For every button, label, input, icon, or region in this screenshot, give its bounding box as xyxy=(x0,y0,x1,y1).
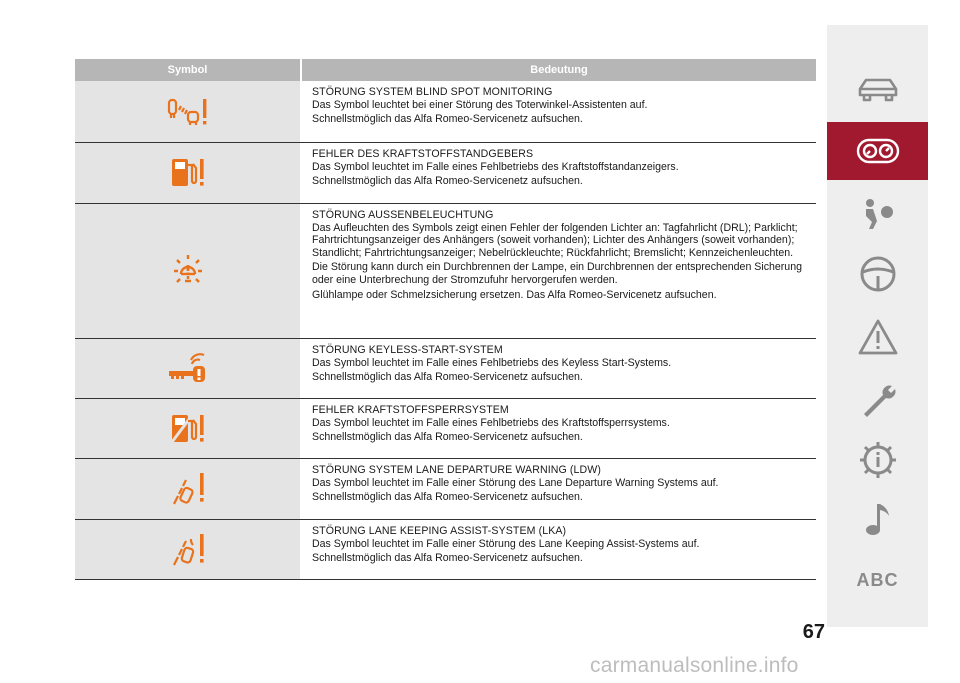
symbol-cell xyxy=(75,339,300,398)
header-meaning: Bedeutung xyxy=(302,59,816,81)
row-text: Das Symbol leuchtet im Falle eines Fehlbetriebs des Kraftstoffstandanzeigers. xyxy=(312,160,679,173)
blind-spot-failure-icon xyxy=(166,96,210,128)
sidebar-item-car[interactable] xyxy=(827,70,928,110)
warning-lights-table xyxy=(75,59,816,580)
table-row xyxy=(75,520,816,580)
description-cell xyxy=(300,81,816,142)
row-text: Schnellstmöglich das Alfa Romeo-Servicenetz aufsuchen. xyxy=(312,113,583,126)
exterior-lights-failure-icon xyxy=(168,251,208,291)
row-text: Das Aufleuchten des Symbols zeigt einen Fehler der folgenden Lichter an: Tagfahrlicht (DRL); Parklicht; Fahrtrichtungsanzeiger des Anhängers (soweit vorhanden); Lichter des Anhängers (soweit vorhanden); Standlicht; Fahrtrichtungsanzeiger; Nebelrückleuchte; Rückfahrlicht; Bremslicht; Kennzeichenleuchten. xyxy=(312,221,798,259)
sidebar-item-index[interactable] xyxy=(827,565,928,595)
table-row xyxy=(75,399,816,459)
fuel-cutoff-failure-icon xyxy=(168,412,208,446)
info-gear-icon xyxy=(857,439,899,481)
table-row xyxy=(75,143,816,204)
steering-wheel-icon xyxy=(858,254,898,294)
table-row xyxy=(75,204,816,339)
description-cell xyxy=(300,339,816,398)
symbol-cell xyxy=(75,143,300,203)
row-title: FEHLER DES KRAFTSTOFFSTANDGEBERS xyxy=(312,148,534,160)
lane-departure-failure-icon xyxy=(168,470,208,508)
row-title: STÖRUNG AUSSENBELEUCHTUNG xyxy=(312,209,494,221)
row-text: Schnellstmöglich das Alfa Romeo-Servicenetz aufsuchen. xyxy=(312,552,583,565)
sidebar-item-multimedia[interactable] xyxy=(827,497,928,541)
row-text: Das Symbol leuchtet bei einer Störung des Toterwinkel-Assistenten auf. xyxy=(312,98,648,111)
description-cell xyxy=(300,143,816,203)
row-text: Das Symbol leuchtet im Falle einer Störung des Lane Keeping Assist-Systems auf. xyxy=(312,537,700,550)
symbol-cell xyxy=(75,204,300,338)
symbol-cell xyxy=(75,520,300,579)
description-cell xyxy=(300,399,816,458)
page-number: 67 xyxy=(802,621,825,643)
lane-keeping-failure-icon xyxy=(168,531,208,569)
row-title: STÖRUNG KEYLESS-START-SYSTEM xyxy=(312,344,503,356)
warning-triangle-icon xyxy=(857,318,899,356)
row-text: Schnellstmöglich das Alfa Romeo-Servicenetz aufsuchen. xyxy=(312,431,583,444)
table-row xyxy=(75,459,816,520)
abc-icon: ABC xyxy=(856,569,899,590)
instrument-cluster-icon xyxy=(855,136,901,166)
row-text: Schnellstmöglich das Alfa Romeo-Servicenetz aufsuchen. xyxy=(312,491,583,504)
table-row xyxy=(75,339,816,399)
description-cell xyxy=(300,520,816,579)
row-text: Schnellstmöglich das Alfa Romeo-Servicenetz aufsuchen. xyxy=(312,175,583,188)
row-text: Schnellstmöglich das Alfa Romeo-Servicenetz aufsuchen. xyxy=(312,371,583,384)
sidebar-item-emergency[interactable] xyxy=(827,315,928,359)
wrench-icon xyxy=(858,380,898,420)
row-text: Glühlampe oder Schmelzsicherung ersetzen. Das Alfa Romeo-Servicenetz aufsuchen. xyxy=(312,288,717,301)
header-symbol: Symbol xyxy=(75,59,300,81)
table-header xyxy=(75,59,816,81)
keyless-start-failure-icon xyxy=(166,352,210,386)
description-cell xyxy=(300,459,816,519)
music-note-icon xyxy=(861,499,895,539)
row-text: Das Symbol leuchtet im Falle einer Störung des Lane Departure Warning Systems auf. xyxy=(312,476,719,489)
row-text: Das Symbol leuchtet im Falle eines Fehlbetriebs des Keyless Start-Systems. xyxy=(312,356,672,369)
row-title: FEHLER KRAFTSTOFFSPERRSYSTEM xyxy=(312,404,509,416)
description-cell xyxy=(300,204,816,338)
airbag-icon xyxy=(858,194,898,234)
table-row xyxy=(75,81,816,143)
symbol-cell xyxy=(75,81,300,142)
row-title: STÖRUNG SYSTEM LANE DEPARTURE WARNING (LDW) xyxy=(312,464,601,476)
symbol-cell xyxy=(75,399,300,458)
fuel-gauge-failure-icon xyxy=(168,156,208,190)
chapter-sidebar xyxy=(827,25,928,627)
watermark: carmanualsonline.info xyxy=(590,654,799,677)
sidebar-item-driving[interactable] xyxy=(827,252,928,296)
row-title: STÖRUNG SYSTEM BLIND SPOT MONITORING xyxy=(312,86,553,98)
sidebar-item-technical-data[interactable] xyxy=(827,438,928,482)
car-icon xyxy=(856,75,900,105)
symbol-cell xyxy=(75,459,300,519)
row-title: STÖRUNG LANE KEEPING ASSIST-SYSTEM (LKA) xyxy=(312,525,567,537)
row-text: Das Symbol leuchtet im Falle eines Fehlbetriebs des Kraftstoffsperrsystems. xyxy=(312,416,670,429)
sidebar-item-instruments[interactable] xyxy=(827,122,928,180)
row-text: Die Störung kann durch ein Durchbrennen der Lampe, ein Durchbrennen der entsprechenden Sicherung oder eine Unterbrechung der Stromzufuhr hervorgerufen werden. xyxy=(312,261,802,286)
sidebar-item-safety[interactable] xyxy=(827,192,928,236)
sidebar-item-maintenance[interactable] xyxy=(827,378,928,422)
